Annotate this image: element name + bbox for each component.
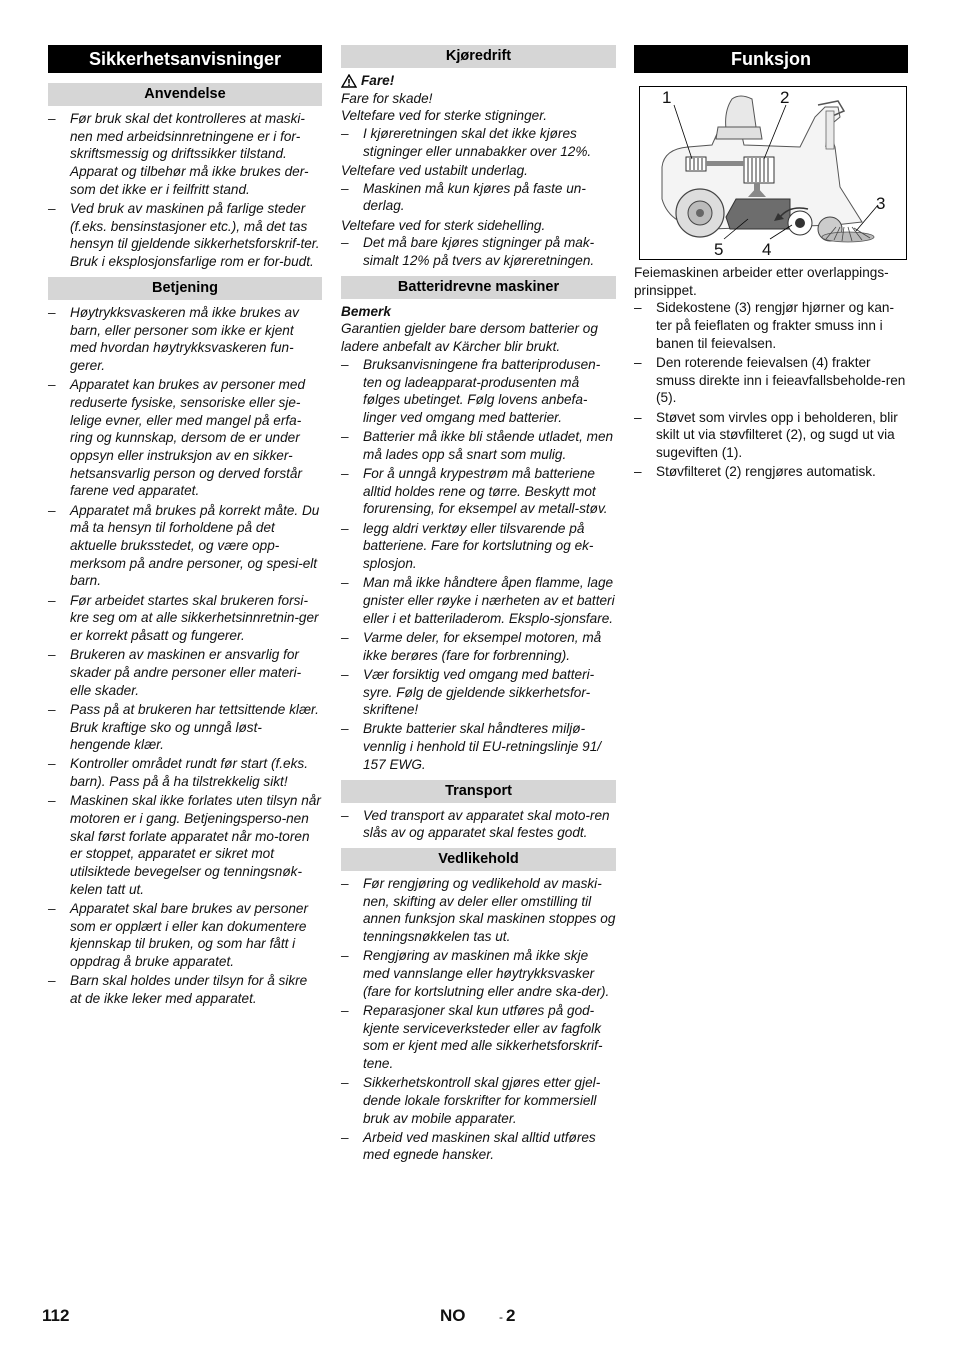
list-item: – Støvet som virvles opp i beholderen, blir skilt ut via støvfilteret (2), og sugd ut via sugeviften (1). (634, 409, 908, 462)
callout-3: 3 (876, 194, 886, 213)
list-item: – Varme deler, for eksempel motoren, må ikke berøres (fare for forbrenning). (341, 629, 616, 664)
list-item: – Før bruk skal det kontrolleres at maski-nen med arbeidsinnretningene er i for-skriftsmessig og driftssikker tilstand. Apparat og tilbehør må ikke brukes der-som det ikke er i feilfritt stand. (48, 110, 322, 199)
list-item: – I kjøreretningen skal det ikke kjøres stigninger eller unnabakker over 12%. (341, 125, 616, 160)
list-item: – Bruksanvisningene fra batteriprodusen-ten og ladeapparat-produsenten må følges ubetinget. Følg lovens anbefa-linger ved omgang med batterier. (341, 356, 616, 427)
list-item: – Høytrykksvaskeren må ikke brukes av barn, eller personer som ikke er kjent med hvordan høytrykksvaskeren fun-gerer. (48, 304, 322, 375)
callout-2: 2 (780, 88, 790, 107)
note-label: Bemerk (341, 303, 391, 319)
column-right (634, 45, 908, 482)
list-item: – Apparatet kan brukes av personer med reduserte fysiske, sensoriske eller sje-lelige evner, eller med mangel på erfa-ring og kunnskap, dersom de er under oppsyn eller instruksjon av en sikker-hetsansvarlig person og derved forstår farene ved apparatet. (48, 376, 322, 500)
list-item: – Kontroller området rundt før start (f.eks. barn). Pass på å ha tilstrekkelig sikt! (48, 755, 322, 790)
list-kjoredrift-3 (341, 234, 616, 269)
danger-subheading: Veltefare ved for sterke stigninger. (341, 108, 548, 124)
heading-transport: Transport (341, 780, 616, 803)
list-item: – Reparasjoner skal kun utføres på god-kjente serviceverksteder eller av fagfolk som er kjent med alle sikkerhetsforskrif-tene. (341, 1002, 616, 1073)
callout-1: 1 (662, 88, 672, 107)
heading-batteri: Batteridrevne maskiner (341, 276, 616, 299)
heading-vedlikehold: Vedlikehold (341, 848, 616, 871)
danger-intro: Fare for skade! (341, 90, 433, 106)
heading-betjening: Betjening (48, 277, 322, 300)
list-transport (341, 807, 616, 842)
list-item: – Vær forsiktig ved omgang med batteri-syre. Følg de gjeldende sikkerhetsfor-skriftene! (341, 666, 616, 719)
list-item: – Man må ikke håndtere åpen flamme, lage gnister eller røyke i nærheten av et batteri eller i et batteriladerom. Eksplo-sjonsfare. (341, 574, 616, 627)
list-item: – legg aldri verktøy eller tilsvarende på batteriene. Fare for kortslutning og ek-splosjon. (341, 520, 616, 573)
list-item: – Ved transport av apparatet skal moto-ren slås av og apparatet skal festes godt. (341, 807, 616, 842)
list-item: – Apparatet må brukes på korrekt måte. Du må ta hensyn til forholdene på det aktuelle bruksstedet, og være opp-merksom på andre personer, og spesi-elt barn. (48, 502, 322, 591)
list-item: – Støvfilteret (2) rengjøres automatisk. (634, 463, 908, 481)
warning-label: Fare! (361, 73, 395, 88)
list-item: – Brukte batterier skal håndteres miljø-vennlig i henhold til EU-retningslinje 91/ 157 EWG. (341, 720, 616, 773)
language-code: NO (440, 1306, 466, 1325)
section-dash: - (499, 1310, 503, 1324)
list-item: – Sikkerhetskontroll skal gjøres etter gjel-dende lokale forskrifter for kommersiell bruk av mobile apparater. (341, 1074, 616, 1127)
list-vedlikehold (341, 875, 616, 1164)
list-betjening (48, 304, 322, 1008)
function-intro: Feiemaskinen arbeider etter overlappings-prinsippet. (634, 265, 889, 298)
list-item: – Før rengjøring og vedlikehold av maski-nen, skifting av deler eller omstilling til annen funksjon skal maskinen stoppes og tenningsnøkkelen tas ut. (341, 875, 616, 946)
list-item: – Rengjøring av maskinen må ikke skje med vannslange eller høytrykksvasker (fare for kortslutning eller andre ska-der). (341, 947, 616, 1000)
list-item: – Arbeid ved maskinen skal alltid utføres med egnede hansker. (341, 1129, 616, 1164)
list-batteri (341, 356, 616, 774)
list-kjoredrift-1 (341, 125, 616, 160)
list-item: – Maskinen må kun kjøres på faste un-derlag. (341, 180, 616, 215)
list-item: – Før arbeidet startes skal brukeren forsi-kre seg om at alle sikkerhetsinnretnin-ger er korrekt påsatt og fungerer. (48, 592, 322, 645)
list-item: – For å unngå krypestrøm må batteriene alltid holdes rene og tørre. Beskytt mot forurensing, for eksempel av metall-støv. (341, 465, 616, 518)
note-text: Garantien gjelder bare dersom batterier og ladere anbefalt av Kärcher blir brukt. (341, 321, 598, 355)
column-middle (341, 45, 616, 1166)
danger-subheading: Veltefare ved for sterk sidehelling. (341, 217, 546, 233)
list-item: – Sidekostene (3) rengjør hjørner og kan-ter på feieflaten og frakter smuss inn i banen til feievalsen. (634, 299, 908, 352)
list-kjoredrift-2 (341, 180, 616, 215)
section-title-function: Funksjon (634, 45, 908, 73)
heading-anvendelse: Anvendelse (48, 83, 322, 106)
list-item: – Den roterende feievalsen (4) frakter smuss direkte inn i feieavfallsbeholde-ren (5). (634, 354, 908, 407)
list-item: – Batterier må ikke bli stående utladet, men må lades opp så snart som mulig. (341, 428, 616, 463)
list-item: – Barn skal holdes under tilsyn for å sikre at de ikke leker med apparatet. (48, 972, 322, 1007)
column-left (48, 45, 322, 1009)
list-item: – Brukeren av maskinen er ansvarlig for skader på andre personer eller materi-elle skader. (48, 646, 322, 699)
list-anvendelse (48, 110, 322, 271)
list-item: – Maskinen skal ikke forlates uten tilsyn når motoren er i gang. Betjeningsperso-nen skal først forlate apparatet når mo-toren er stoppet, apparatet er sikret mot utilsiktede bevegelser og tenningsnøk-kelen tatt ut. (48, 792, 322, 898)
callout-4: 4 (762, 240, 772, 259)
callout-5: 5 (714, 240, 724, 259)
sweeper-diagram (639, 86, 907, 260)
list-item: – Ved bruk av maskinen på farlige steder (f.eks. bensinstasjoner etc.), må det tas hensyn til gjeldende sikkerhetsforskrif-ter. Bruk i eksplosjonsfarlige rom er for-budt. (48, 200, 322, 271)
warning-line (341, 72, 616, 90)
sweeper-illustration (640, 87, 906, 259)
section-title-safety: Sikkerhetsanvisninger (48, 45, 322, 73)
list-item: – Det må bare kjøres stigninger på mak-simalt 12% på tvers av kjøreretningen. (341, 234, 616, 269)
warning-triangle-icon (341, 74, 357, 88)
page-number: 112 (42, 1306, 70, 1325)
list-item: – Apparatet skal bare brukes av personer som er opplært i eller kan dokumentere kjennskap til bruken, og som har fått i oppdrag å bruke apparatet. (48, 900, 322, 971)
heading-kjoredrift: Kjøredrift (341, 45, 616, 68)
section-number (499, 1306, 515, 1326)
section-number-value: 2 (506, 1306, 516, 1325)
danger-subheading: Veltefare ved ustabilt underlag. (341, 163, 528, 179)
list-item: – Pass på at brukeren har tettsittende klær. Bruk kraftige sko og unngå løst-hengende klær. (48, 701, 322, 754)
list-function (634, 299, 908, 481)
